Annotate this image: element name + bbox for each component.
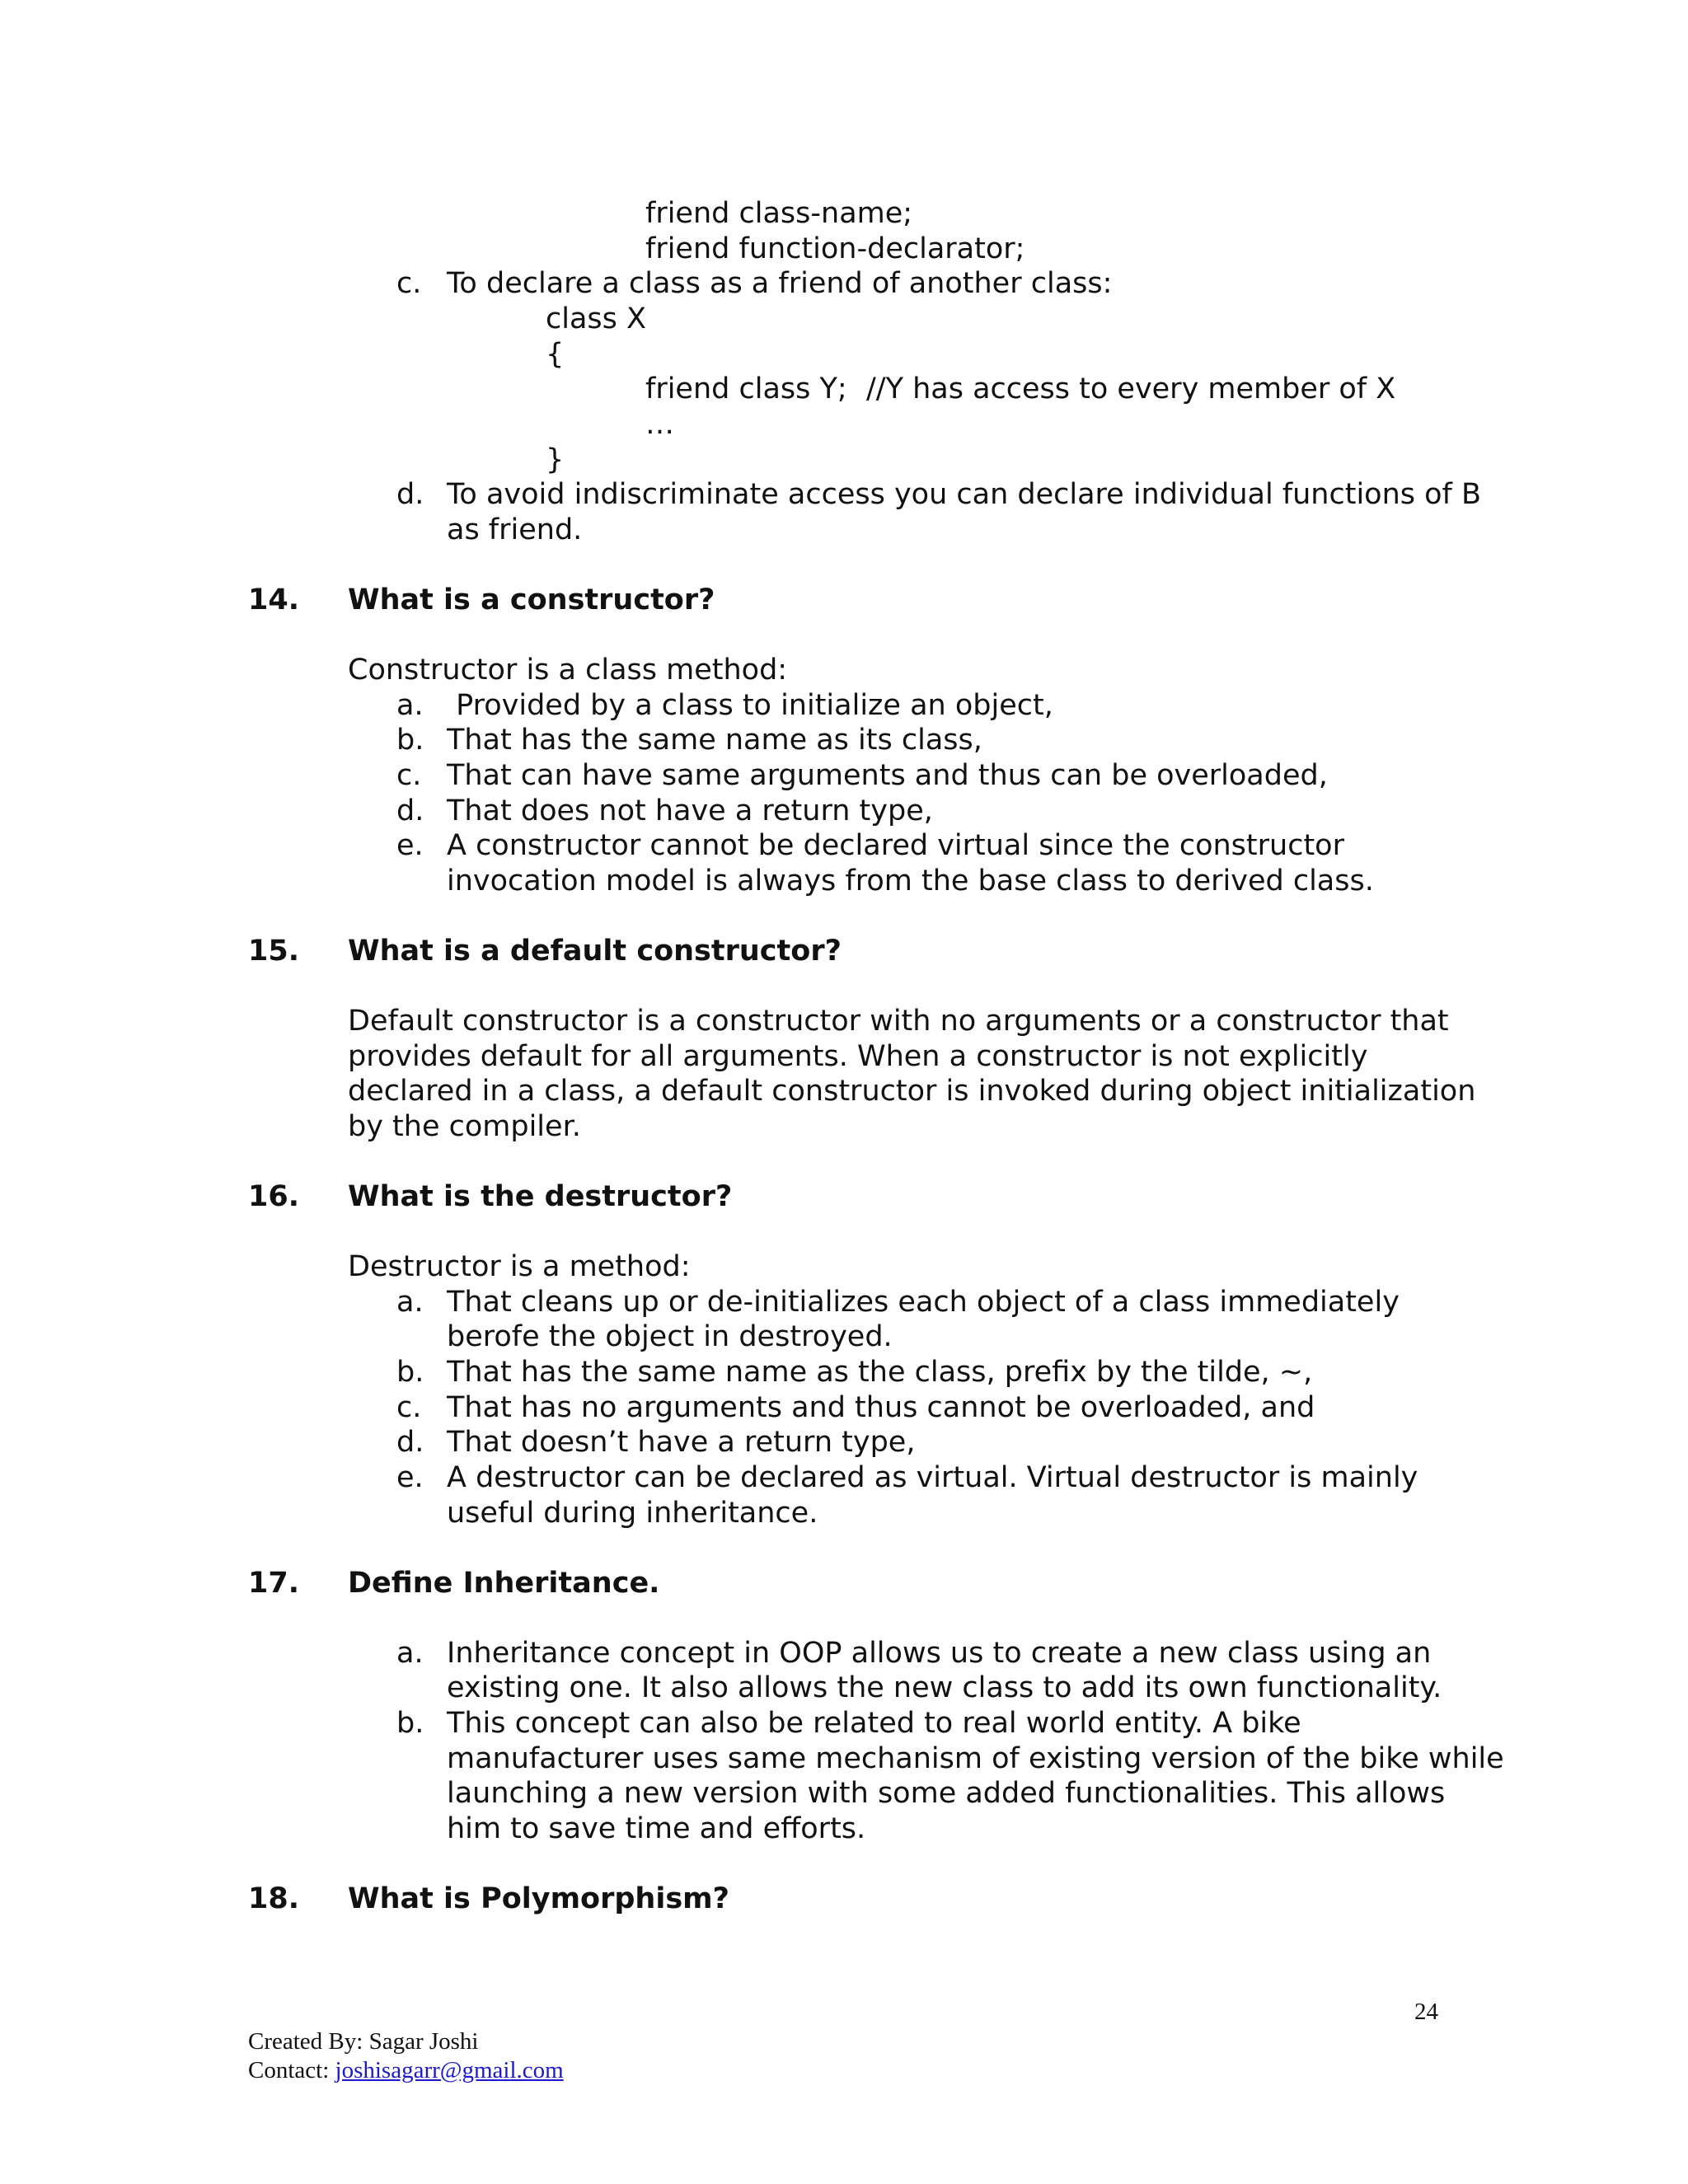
paragraph-line: by the compiler. xyxy=(348,1110,581,1143)
list-item-text: him to save time and efforts. xyxy=(447,1812,866,1845)
list-item-text: That does not have a return type, xyxy=(447,794,933,827)
list-marker: d. xyxy=(396,478,424,511)
code-line-close-brace: } xyxy=(546,443,565,476)
code-line-open-brace: { xyxy=(546,338,565,371)
list-marker: a. xyxy=(396,1637,424,1670)
code-line-class-x: class X xyxy=(546,302,646,335)
list-marker: d. xyxy=(396,1426,424,1459)
question-number: 14. xyxy=(248,583,300,616)
list-marker: c. xyxy=(396,1391,422,1424)
list-item-text: This concept can also be related to real world entity. A bike xyxy=(447,1707,1301,1740)
question-number: 15. xyxy=(248,935,300,968)
list-item-text: Inheritance concept in OOP allows us to create a new class using an xyxy=(447,1637,1432,1670)
footer-contact-label: Contact: xyxy=(248,2057,335,2083)
list-item-text: That can have same arguments and thus can be overloaded, xyxy=(447,759,1328,792)
question-number: 18. xyxy=(248,1882,300,1915)
list-item-text: To avoid indiscriminate access you can declare individual functions of B xyxy=(447,478,1482,511)
page-number: 24 xyxy=(1414,1999,1438,2025)
question-number: 17. xyxy=(248,1567,300,1600)
list-marker: a. xyxy=(396,689,424,722)
question-title: What is Polymorphism? xyxy=(348,1882,729,1915)
code-line-friend-class-y: friend class Y; xyxy=(645,373,847,405)
answer-intro: Constructor is a class method: xyxy=(348,654,788,687)
list-marker: e. xyxy=(396,1461,424,1494)
contact-email-link[interactable]: joshisagarr@gmail.com xyxy=(335,2057,564,2083)
question-title: Define Inheritance. xyxy=(348,1567,660,1600)
list-item-text: Provided by a class to initialize an object, xyxy=(447,689,1053,722)
question-title: What is a constructor? xyxy=(348,583,715,616)
list-item-text: launching a new version with some added functionalities. This allows xyxy=(447,1777,1446,1810)
list-item-text: invocation model is always from the base class to derived class. xyxy=(447,865,1374,898)
code-line-ellipsis: … xyxy=(645,408,674,441)
list-marker: b. xyxy=(396,1356,424,1389)
list-marker: c. xyxy=(396,267,422,300)
paragraph-line: provides default for all arguments. When a constructor is not explicitly xyxy=(348,1040,1368,1073)
footer-contact xyxy=(248,2056,564,2084)
paragraph-line: declared in a class, a default constructor is invoked during object initialization xyxy=(348,1075,1476,1108)
list-item-text: A constructor cannot be declared virtual since the constructor xyxy=(447,829,1344,862)
list-marker: d. xyxy=(396,794,424,827)
list-item-text: manufacturer uses same mechanism of existing version of the bike while xyxy=(447,1742,1504,1775)
list-item-text: That doesn’t have a return type, xyxy=(447,1426,916,1459)
list-item-text: useful during inheritance. xyxy=(447,1497,818,1530)
list-marker: b. xyxy=(396,724,424,757)
code-line-friend-function: friend function-declarator; xyxy=(645,232,1025,265)
question-title: What is a default constructor? xyxy=(348,935,842,968)
question-title: What is the destructor? xyxy=(348,1180,733,1213)
list-item-text: as friend. xyxy=(447,513,583,546)
list-item-text: existing one. It also allows the new class to add its own functionality. xyxy=(447,1671,1442,1704)
list-marker: a. xyxy=(396,1286,424,1319)
list-marker: c. xyxy=(396,759,422,792)
footer-created-by: Created By: Sagar Joshi xyxy=(248,2028,479,2055)
list-item-text: A destructor can be declared as virtual. Virtual destructor is mainly xyxy=(447,1461,1418,1494)
code-comment: //Y has access to every member of X xyxy=(866,373,1396,405)
list-marker: e. xyxy=(396,829,424,862)
question-number: 16. xyxy=(248,1180,300,1213)
answer-intro: Destructor is a method: xyxy=(348,1250,691,1283)
paragraph-line: Default constructor is a constructor with no arguments or a constructor that xyxy=(348,1005,1449,1038)
list-item-text: That has the same name as its class, xyxy=(447,724,982,757)
list-marker: b. xyxy=(396,1707,424,1740)
list-item-text: That has no arguments and thus cannot be overloaded, and xyxy=(447,1391,1315,1424)
list-item-text: That has the same name as the class, prefix by the tilde, ~, xyxy=(447,1356,1313,1389)
list-item-text: That cleans up or de-initializes each object of a class immediately xyxy=(447,1286,1400,1319)
list-item-text: To declare a class as a friend of another class: xyxy=(447,267,1113,300)
code-line-friend-class-name: friend class-name; xyxy=(645,197,913,230)
list-item-text: berofe the object in destroyed. xyxy=(447,1320,893,1353)
